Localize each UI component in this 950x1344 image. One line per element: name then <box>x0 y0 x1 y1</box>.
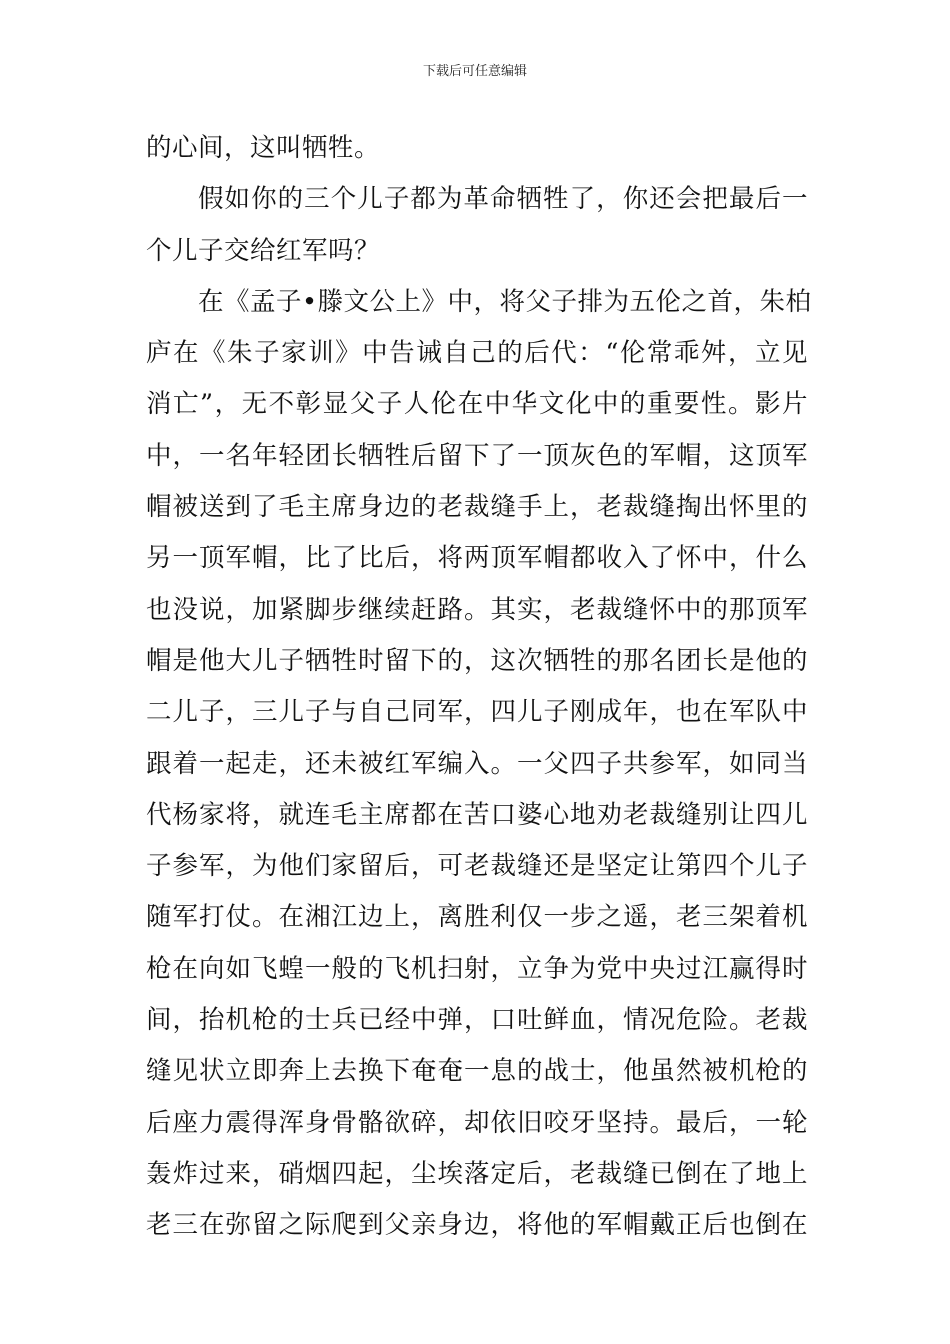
text-line: 二儿子，三儿子与自己同军，四儿子刚成年，也在军队中 <box>146 697 808 728</box>
text-line: 另一顶军帽，比了比后，将两顶军帽都收入了怀中，什么 <box>146 543 808 574</box>
text-line: 间，抬机枪的士兵已经中弹，口吐鲜血，情况危险。老裁 <box>146 1005 808 1036</box>
text-line: 随军打仗。在湘江边上，离胜利仅一步之遥，老三架着机 <box>146 902 808 933</box>
paragraph-first-line: 假如你的三个儿子都为革命牺牲了，你还会把最后一 <box>198 184 808 215</box>
text-line: 枪在向如飞蝗一般的飞机扫射，立争为党中央过江赢得时 <box>146 953 808 984</box>
text-line: 中，一名年轻团长牺牲后留下了一顶灰色的军帽，这顶军 <box>146 440 808 471</box>
text-line: 子参军，为他们家留后，可老裁缝还是坚定让第四个儿子 <box>146 851 808 882</box>
text-line: 代杨家将，就连毛主席都在苦口婆心地劝老裁缝别让四儿 <box>146 799 808 830</box>
text-line: 消亡”，无不彰显父子人伦在中华文化中的重要性。影片 <box>146 389 808 420</box>
text-line: 帽是他大儿子牺牲时留下的，这次牺牲的那名团长是他的 <box>146 645 808 676</box>
text-line: 轰炸过来，硝烟四起，尘埃落定后，老裁缝已倒在了地上 <box>146 1158 808 1189</box>
document-body <box>146 123 812 1252</box>
text-line: 也没说，加紧脚步继续赶路。其实，老裁缝怀中的那顶军 <box>146 594 808 625</box>
page-header: 下载后可任意编辑 <box>422 64 527 79</box>
text-line: 帽被送到了毛主席身边的老裁缝手上，老裁缝掏出怀里的 <box>146 492 808 523</box>
text-line: 老三在弥留之际爬到父亲身边，将他的军帽戴正后也倒在 <box>146 1210 808 1241</box>
text-line: 跟着一起走，还未被红军编入。一父四子共参军，如同当 <box>146 748 808 779</box>
text-line: 缝见状立即奔上去换下奄奄一息的战士，他虽然被机枪的 <box>146 1056 808 1087</box>
text-line: 的心间，这叫牺牲。 <box>146 133 381 163</box>
text-line: 个儿子交给红军吗？ <box>146 235 381 266</box>
paragraph-first-line: 在《孟子•滕文公上》中，将父子排为五伦之首，朱柏 <box>198 286 812 317</box>
text-line: 后座力震得浑身骨骼欲碎，却依旧咬牙坚持。最后，一轮 <box>146 1107 808 1138</box>
text-line: 庐在《朱子家训》中告诫自己的后代：“伦常乖舛，立见 <box>146 338 808 369</box>
